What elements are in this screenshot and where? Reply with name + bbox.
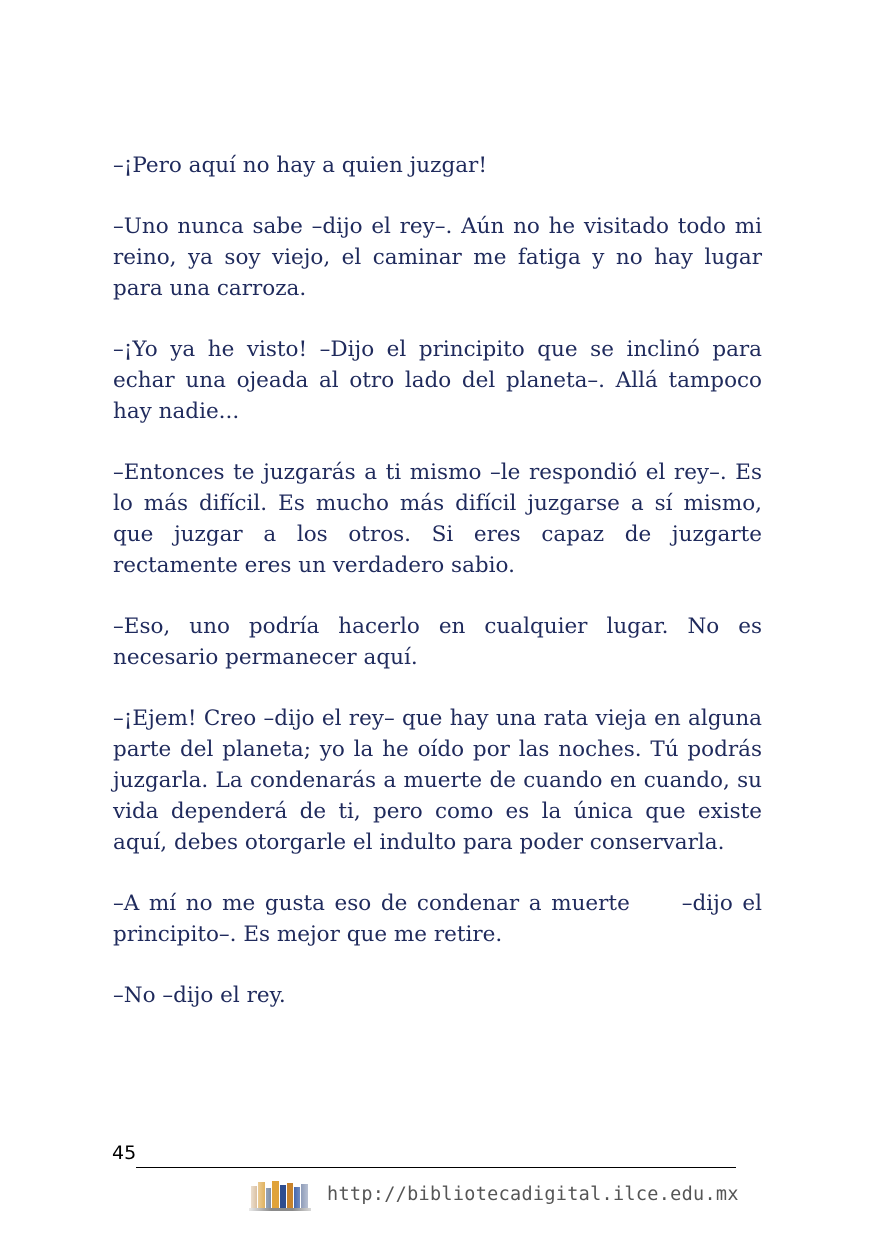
page-number: 45 [112,1142,137,1164]
paragraph-with-gap [113,888,762,950]
paragraph: –No –dijo el rey. [113,983,286,1008]
paragraph: –Entonces te juzgarás a ti mismo –le respondió el rey–. Es lo más difícil. Es mucho más difícil juzgarse a sí mismo, que juzgar a los otros. Si eres capaz de juzgarte rectamente eres un verdadero sabio. [113,460,762,578]
paragraph: –¡Pero aquí no hay a quien juzgar! [113,153,487,178]
paragraph: –Uno nunca sabe –dijo el rey–. Aún no he visitado todo mi reino, ya soy viejo, el caminar me fatiga y no hay lugar para una carroza. [113,214,762,301]
paragraph: –Eso, uno podría hacerlo en cualquier lugar. No es necesario permanecer aquí. [113,614,762,670]
paragraph-part-after-gap: –dijo el principito–. Es mejor que me retire. [113,891,762,947]
bookshelf-logo-icon [247,1180,317,1212]
story-text [113,150,762,1041]
website-url[interactable]: http://bibliotecadigital.ilce.edu.mx [327,1184,739,1205]
paragraph-part-before-gap: –A mí no me gusta eso de condenar a muerte [113,891,630,916]
paragraph: –¡Ejem! Creo –dijo el rey– que hay una rata vieja en alguna parte del planeta; yo la he oído por las noches. Tú podrás juzgarla. La condenarás a muerte de cuando en cuando, su vida dependerá de ti, pero como es la única que existe aquí, debes otorgarle el indulto para poder conservarla. [113,706,762,855]
footer-divider [136,1167,736,1168]
paragraph: –¡Yo ya he visto! –Dijo el principito que se inclinó para echar una ojeada al otro lado del planeta–. Allá tampoco hay nadie... [113,337,762,424]
